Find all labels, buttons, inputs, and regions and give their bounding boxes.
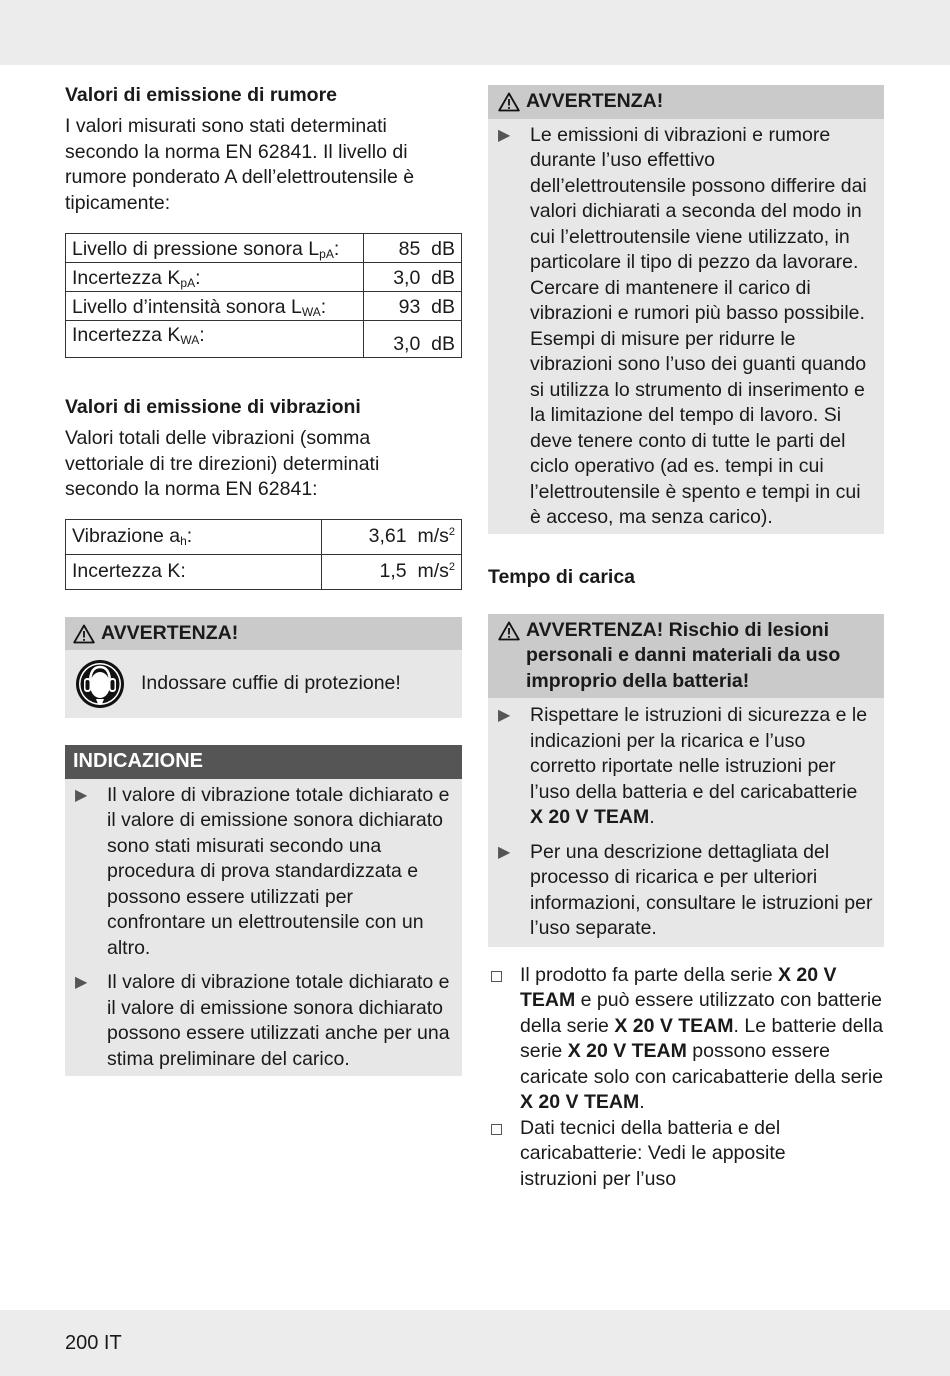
info-list-item: Il prodotto fa parte della serie X 20 V TEAM e può essere utilizzato con batterie della serie X 20 V TEAM. Le batterie della serie X 20 V TEAM possono essere caricate solo con caricabatterie della serie X 20 V TEAM. [488,963,884,1116]
warning-triangle-icon [498,621,520,641]
vib-label: Vibrazione $a_h$: [66,519,322,554]
noise-heading: Valori di emissione di rumore [65,84,338,106]
noise-value: 93 dB [364,292,462,321]
noise-row [66,292,462,321]
noise-row [66,263,462,292]
note-title: INDICAZIONE [73,750,203,772]
charging-warning-item: ▶ Rispettare le istruzioni di sicurezza e le indicazioni per la ricarica e l’uso corretto riportate nelle istruzioni per l’uso della batteria e del caricabatterie X 20 V TEAM. [488,698,884,831]
bullet-triangle-icon: ▶ [498,126,511,144]
charging-warning-item: ▶ Per una descrizione dettagliata del processo di ricarica e per ulteriori informazioni, consultare le istruzioni per l’uso separate. [488,840,884,942]
ear-protection-icon [75,659,125,709]
vib-row [66,519,462,554]
left-column [65,80,462,1076]
charging-warning-box [488,614,884,947]
warning-triangle-icon [498,92,520,112]
noise-label: Incertezza $K_{pA}$: [66,263,364,292]
warning-vibration-item: ▶ Le emissioni di vibrazioni e rumore durante l’uso effettivo dell’elettroutensile possono differire dai valori dichiarati a seconda del modo in cui l’elettroutensile viene utilizzato, in particolare il tipo di pezzo da lavorare. Cercare di mantenere il carico di vibrazioni e rumori più basso possibile. Esempi di misure per ridurre le vibrazioni sono l’uso dei guanti quando si utilizza lo strumento di inserimento e la limitazione del tempo di lavoro. Si deve tenere conto di tutte le parti del ciclo operativo (ad es. tempi in cui l’elettroutensile è spento e tempi in cui è acceso, ma senza carico). [488,119,884,531]
warning-ear-header [65,617,462,651]
footer-band [0,1310,950,1376]
vibration-table [65,519,462,590]
checkbox-square-icon [488,963,520,1116]
right-column [488,85,884,1192]
noise-value: 85 dB [364,234,462,263]
noise-row [66,234,462,263]
warning-triangle-icon [73,624,95,644]
vibration-heading: Valori di emissione di vibrazioni [65,396,361,418]
warning-ear-box [65,617,462,719]
vib-label: Incertezza K: [66,554,322,589]
warning-ear-text: Indossare cuffie di protezione! [141,672,401,695]
bullet-triangle-icon: ▶ [75,974,88,991]
noise-value: 3,0 dB [364,321,462,358]
header-band [0,0,950,65]
note-item: ▶ Il valore di vibrazione totale dichiarato e il valore di emissione sonora dichiarato possono essere utilizzati anche per una stima preliminare del carico. [65,970,462,1072]
vib-value: 1,5 $m/s^2$ [322,554,462,589]
noise-label: Incertezza $K_{WA}$: [66,321,364,358]
charging-heading: Tempo di carica [488,565,636,588]
note-box [65,745,462,1076]
charging-warning-header [488,614,884,699]
page-number: 200 IT [65,1332,122,1354]
vib-value: 3,61 $m/s^2$ [322,519,462,554]
warning-vibration-box [488,85,884,534]
vib-row [66,554,462,589]
noise-intro: I valori misurati sono stati determinati secondo la norma EN 62841. Il livello di rumore ponderato A dell’elettroutensile è tipicamente: [65,115,415,214]
noise-row [66,321,462,358]
note-item: ▶ Il valore di vibrazione totale dichiarato e il valore di emissione sonora dichiarato sono stati misurati secondo una procedura di prova standardizzata e possono essere utilizzati per confrontare un elettroutensile con un altro. [65,783,462,962]
note-header [65,745,462,779]
noise-label: Livello d’intensità sonora $L_{WA}$: [66,292,364,321]
charging-warning-title: AVVERTENZA! Rischio di lesioni personali e danni materiali da uso improprio della batteria! [526,618,841,692]
bullet-triangle-icon: ▶ [498,707,511,724]
noise-label: Livello di pressione sonora $L_{pA}$: [66,234,364,263]
checkbox-square-icon [488,1116,520,1193]
noise-table [65,233,462,358]
info-list-item: Dati tecnici della batteria e del caricabatterie: Vedi le apposite istruzioni per l’uso [488,1116,884,1193]
warning-vibration-title: AVVERTENZA! [526,90,664,112]
vibration-intro: Valori totali delle vibrazioni (somma vettoriale di tre direzioni) determinati secondo la norma EN 62841: [65,427,380,500]
noise-value: 3,0 dB [364,263,462,292]
bullet-triangle-icon: ▶ [498,843,511,861]
warning-vibration-header [488,85,884,119]
warning-ear-title: AVVERTENZA! [101,621,239,644]
bullet-triangle-icon: ▶ [75,786,88,804]
